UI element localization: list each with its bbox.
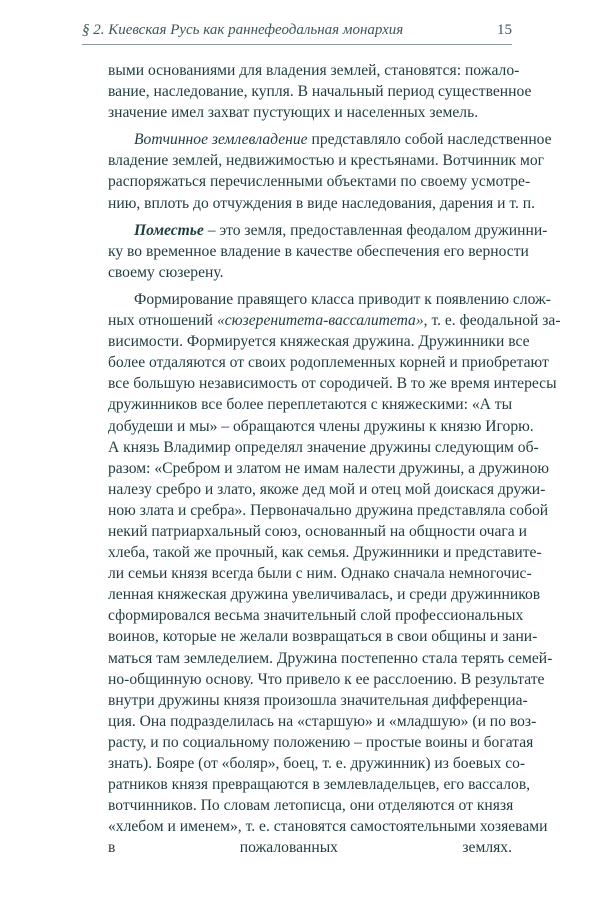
running-title: § 2. Киевская Русь как раннефеодальная монархия (82, 22, 404, 38)
text-line: нию, вплоть до отчуждения в виде наследования, дарения и т. п. (108, 194, 536, 212)
text-line: но-общинную основу. Что привело к ее расслоению. В результате (108, 670, 545, 688)
text-fragment: , т. е. феодальной за- (423, 312, 561, 330)
text-line: вание, наследование, купля. В начальный период существенное (108, 83, 532, 101)
text-line: вотчинников. По словам летописца, они отделяются от князя (108, 797, 514, 815)
body-text (82, 60, 561, 922)
text-line (82, 901, 512, 922)
text-line: значение имел захват пустующих и населенных земель. (108, 104, 479, 122)
running-head (82, 22, 522, 44)
text-line: А князь Владимир определял значение дружины следующим об- (108, 438, 539, 456)
text-line: добудеши и мы» – обращаются члены дружины к князю Игорю. (108, 417, 534, 435)
paragraph-votchina (82, 129, 552, 213)
text-line (82, 858, 512, 879)
text-line: распоряжаться перечисленными объектами по своему усмотре- (108, 173, 531, 191)
text-line: ною злата и сребра». Первоначально дружина представляла собой (108, 501, 549, 519)
text-line: своему сюзерену. (108, 263, 224, 281)
text-line: налезу сребро и злато, якоже дед мой и отец мой доискася дружи- (108, 480, 546, 498)
text-line: некий патриархальный союз, основанный на общности очага и (108, 522, 527, 540)
text-line: внутри дружины князя произошла значительная дифференциа- (108, 691, 528, 709)
text-line: Формирование правящего класса приводит к появлению слож- (134, 290, 551, 308)
paragraph-continuation (82, 60, 532, 123)
text-line (82, 310, 561, 331)
text-line: знать). Бояре (от «боляр», боец, т. е. дружинник) из боевых со- (108, 755, 526, 772)
text-fragment: представляло собой наследственное (307, 131, 552, 149)
text-line: разом: «Сребром и златом не имам налести дружины, а дружиною (108, 459, 550, 477)
text-line: маться там земледелием. Дружина постепенно стала терять семей- (108, 649, 553, 667)
text-line: все большую независимость от сородичей. В то же время интересы (108, 375, 557, 393)
text-fragment: – это земля, предоставленная феодалом дружинни- (203, 221, 548, 239)
text-line: более отдаляются от своих родоплеменных корней и приобретают (108, 354, 549, 372)
text-line (82, 129, 552, 150)
text-line: владение землей, недвижимостью и крестьянами. Вотчинник мог (108, 152, 545, 170)
text-line: в пожалованных землях. (108, 839, 512, 857)
term-pomestie: Поместье (134, 221, 204, 239)
text-line (82, 220, 548, 241)
text-line: ку во временное владение в качестве обеспечения его верности (108, 242, 529, 260)
text-line: «хлебом и именем», т. е. становятся самостоятельными хозяевами (108, 818, 548, 836)
text-line: ратников князя превращаются в землевладельцев, его вассалов, (108, 776, 531, 794)
text-line: ленная княжеская дружина увеличивалась, и среди дружинников (108, 586, 541, 604)
text-line: ли семьи князя всегда были с ним. Однако сначала немногочис- (108, 565, 532, 583)
text-line: выми основаниями для владения землей, становятся: пожало- (108, 62, 520, 79)
text-line: дружинников все более переплетаются с княжескими: «А ты (108, 396, 513, 414)
text-line: воинов, которые не желали возвращаться в свои общины и зани- (108, 628, 538, 646)
term-votchina: Вотчинное землевладение (134, 131, 308, 149)
page-number: 15 (497, 22, 512, 38)
header-rule (82, 44, 512, 45)
text-line: расту, и по социальному положению – простые воины и богатая (108, 733, 534, 751)
text-fragment: ных отношений (108, 312, 217, 330)
text-line: висимости. Формируется княжеская дружина. Дружинники все (108, 333, 530, 351)
text-line: сформировался весьма значительный слой профессиональных (108, 607, 524, 625)
paragraph-pomestie (82, 220, 548, 283)
term-suzerainty: «сюзеренитета-вассалитета» (216, 312, 424, 330)
paragraph-druzhina (82, 289, 561, 922)
text-line: хлеба, такой же прочный, как семья. Дружинники и представите- (108, 544, 542, 562)
text-line: ция. Она подразделилась на «старшую» и «младшую» (и по воз- (108, 712, 537, 730)
text-line (82, 880, 512, 901)
